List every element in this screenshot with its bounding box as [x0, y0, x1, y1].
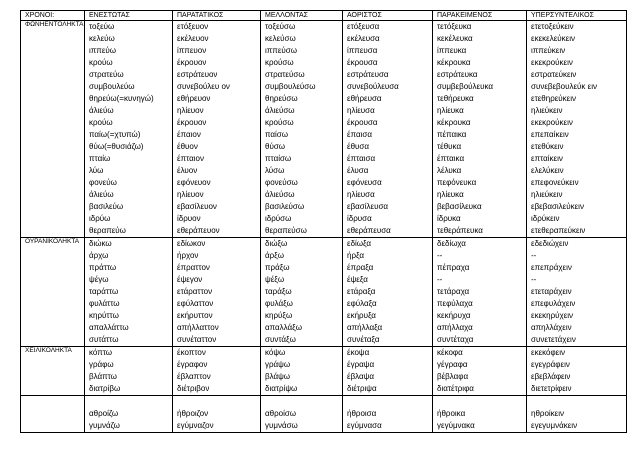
verb-form: άρχω [89, 251, 109, 260]
verb-form: εκήρυττον [177, 311, 213, 320]
verb-form: κηρύξω [265, 311, 293, 320]
verb-form: ηλίευον [177, 190, 204, 199]
verb-form: ηλίευκα [437, 106, 464, 115]
verb-form: άλιεύω [89, 190, 114, 199]
future-cell [261, 396, 343, 433]
verb-form: έθυον [177, 142, 198, 151]
verb-form: έγραψα [347, 360, 375, 369]
verb-form: γεγύμνακα [437, 421, 475, 430]
verb-form-list [531, 21, 626, 237]
verb-form: ταράττω [89, 287, 119, 296]
verb-form: έβλαψα [347, 372, 374, 381]
verb-form: εγεγράφειν [531, 360, 570, 369]
present-cell [85, 347, 173, 396]
verb-form-list [89, 21, 172, 237]
perfect-cell [433, 396, 527, 433]
verb-form: εδίωξα [347, 239, 372, 248]
verb-form [437, 396, 526, 408]
verb-form: έθυσα [347, 142, 369, 151]
verb-form: ετεταράχειν [531, 287, 572, 296]
column-header-pluperfect: ΥΠΕΡΣΥΝΤΕΛΙΚΟΣ [527, 11, 627, 21]
verb-form: ιδρύω [89, 214, 111, 223]
verb-form: βλάψω [265, 372, 291, 381]
verb-form: τεθήρευκα [437, 94, 474, 103]
aorist-cell [343, 21, 433, 238]
column-header-perfect: ΠΑΡΑΚΕΙΜΕΝΟΣ [433, 11, 527, 21]
imperfect-cell [173, 347, 261, 396]
verb-form: διώκω [89, 239, 112, 248]
verb-form: βασιλεύσω [265, 202, 305, 211]
verb-form: τετάραχα [437, 287, 470, 296]
verb-form: συμβεβούλευκα [437, 82, 493, 91]
verb-form: συνέταξα [347, 335, 380, 344]
verb-form: θύσω [265, 142, 286, 151]
verb-form: έκρουσα [347, 118, 378, 127]
verb-form: εκέλευσα [347, 34, 380, 43]
verb-form: ετόξευσα [347, 22, 380, 31]
verb-form-list [437, 21, 526, 237]
verb-form: φυλάττω [89, 299, 120, 308]
verb-form-list [265, 238, 342, 346]
group-label: ΦΩΝΗΕΝΤΟΛΗΚΤΑ [21, 21, 85, 238]
verb-form: επεφυλάχειν [531, 299, 576, 308]
verb-form: απηλλάχειν [531, 323, 572, 332]
verb-form: συντέταχα [437, 335, 474, 344]
verb-form: ίδρυκα [437, 214, 461, 223]
verb-form: πράξω [265, 263, 290, 272]
present-cell [85, 396, 173, 433]
verb-form-list [531, 396, 626, 432]
verb-form: έκρουον [177, 118, 207, 127]
verb-form: ήθροιζον [177, 409, 209, 418]
verb-form-list [265, 396, 342, 432]
verb-form: -- [531, 251, 537, 260]
verb-form: βλάπτω [89, 372, 117, 381]
verb-form: ηλίευσα [347, 106, 375, 115]
verb-form: έπαισα [347, 130, 372, 139]
future-cell [261, 21, 343, 238]
verb-form: συμβουλεύσω [265, 82, 316, 91]
verb-form-list [177, 347, 260, 395]
verb-form: φονεύσω [265, 178, 298, 187]
verb-form: αθροίσω [265, 409, 297, 418]
aorist-cell [343, 396, 433, 433]
verb-form: -- [531, 275, 537, 284]
verb-form: απήλλαξα [347, 323, 383, 332]
verb-form: ετετοξεύκειν [531, 22, 574, 31]
verb-form: αθροίζω [89, 409, 119, 418]
verb-form: ίππευσα [347, 46, 378, 55]
verb-form: θηρεύσω [265, 94, 298, 103]
verb-form: διατρίψω [265, 384, 298, 393]
verb-form: εστράτευσα [347, 70, 389, 79]
verb-form: κέκοφα [437, 348, 463, 357]
verb-form: ιππεύκειν [531, 46, 566, 55]
verb-form: στρατεύσω [265, 70, 305, 79]
verb-form: διετετρίφειν [531, 384, 572, 393]
verb-form: εκεκόφειν [531, 348, 566, 357]
verb-form: εβασίλευον [177, 202, 217, 211]
verb-form: κέκρουκα [437, 58, 471, 67]
pluperfect-cell [527, 347, 627, 396]
verb-form [177, 396, 260, 408]
verb-form: ηλιεύκειν [531, 106, 563, 115]
column-header-future: ΜΕΛΛΟΝΤΑΣ [261, 11, 343, 21]
verb-form-list [265, 21, 342, 237]
verb-form: εφύλαττον [177, 299, 214, 308]
verb-form: συνετετάχειν [531, 335, 576, 344]
verb-form: κρούω [89, 118, 113, 127]
verb-form: ηλίευκα [437, 190, 464, 199]
verb-form: θηρεύω(=κυνηγώ) [89, 94, 154, 103]
verb-form: πταίσω [265, 154, 292, 163]
pluperfect-cell [527, 21, 627, 238]
verb-form: άλιεύσω [265, 190, 295, 199]
verb-form: βεβασίλευκα [437, 202, 482, 211]
verb-form: -- [437, 251, 443, 260]
verb-form: εκεκηρύχειν [531, 311, 574, 320]
pluperfect-cell [527, 396, 627, 433]
imperfect-cell [173, 396, 261, 433]
verb-form: έλυσα [347, 166, 369, 175]
verb-form: βέβλαφα [437, 372, 469, 381]
verb-form: ήρξα [347, 251, 364, 260]
verb-form: έπταικα [437, 154, 465, 163]
perfect-cell [433, 238, 527, 347]
verb-form: εβεβασιλεύκειν [531, 202, 584, 211]
verb-form: κρούω [89, 58, 113, 67]
verb-form: άλιεύω [89, 106, 114, 115]
verb-form: ετεθεραπεύκειν [531, 226, 586, 235]
verb-form: λύσω [265, 166, 285, 175]
verb-form: επεπαίκειν [531, 130, 569, 139]
verb-form-list [177, 238, 260, 346]
perfect-cell [433, 21, 527, 238]
verb-form-list [177, 21, 260, 237]
verb-form: εφόνευσα [347, 178, 382, 187]
verb-form: εκεκελεύκειν [531, 34, 575, 43]
future-cell [261, 347, 343, 396]
verb-form: απαλλάττω [89, 323, 129, 332]
verb-form: ελελύκειν [531, 166, 564, 175]
verb-form: θύω(=θυσιάζω) [89, 142, 144, 151]
verb-form [347, 396, 432, 408]
verb-form: εβεβλάφειν [531, 372, 571, 381]
verb-form: -- [437, 275, 443, 284]
verb-form: συντάξω [265, 335, 296, 344]
verb-form: κελεύω [89, 34, 115, 43]
verb-form: τέθυκα [437, 142, 462, 151]
verb-form: έψεξα [347, 275, 368, 284]
verb-form: έγραφον [177, 360, 208, 369]
verb-form: εγεγυμνάκειν [531, 421, 578, 430]
verb-form: ετάραξα [347, 287, 376, 296]
pluperfect-cell [527, 238, 627, 347]
verb-form: κεκέλευκα [437, 34, 473, 43]
verb-form: ψέξω [265, 275, 285, 284]
verb-form: γυμνάζω [89, 421, 120, 430]
column-header-imperfect: ΠΑΡΑΤΑΤΙΚΟΣ [173, 11, 261, 21]
verb-form: ήθροισα [347, 409, 377, 418]
group-row [21, 396, 627, 433]
verb-form-list [347, 21, 432, 237]
verb-form: ιππεύσω [265, 46, 297, 55]
verb-form: εφύλαξα [347, 299, 377, 308]
verb-form: ήρχον [177, 251, 199, 260]
verb-form: συτάττω [89, 335, 119, 344]
perfect-cell [433, 347, 527, 396]
verb-form: φυλάξω [265, 299, 293, 308]
verb-form: έπραττον [177, 263, 210, 272]
verb-form: έβλαπτον [177, 372, 211, 381]
verb-form: κέκρουκα [437, 118, 471, 127]
verb-form: ετεθηρεύκειν [531, 94, 577, 103]
aorist-cell [343, 347, 433, 396]
verb-form: ετεθύκειν [531, 142, 564, 151]
verb-form: τοξεύω [89, 22, 115, 31]
verb-form: λέλυκα [437, 166, 462, 175]
verb-form-list [437, 347, 526, 395]
verb-form: γέγραφα [437, 360, 468, 369]
verb-form: έπαιον [177, 130, 201, 139]
header-row [21, 11, 627, 21]
aorist-cell [343, 238, 433, 347]
verb-form: έλυον [177, 166, 198, 175]
verb-form: έπταισα [347, 154, 376, 163]
verb-form: εδεδιώχειν [531, 239, 569, 248]
verb-form: συνεβεβουλεύκ ειν [531, 82, 597, 91]
future-cell [261, 238, 343, 347]
verb-form: εκήρυξα [347, 311, 376, 320]
verb-form: επταίκειν [531, 154, 563, 163]
verb-form-list [531, 347, 626, 395]
verb-form: κρούσω [265, 58, 294, 67]
verb-form-list [89, 238, 172, 346]
verb-form: θεραπεύσω [265, 226, 307, 235]
verb-form: πεφόνευκα [437, 178, 477, 187]
verb-form: ηλίευον [177, 106, 204, 115]
verb-form: απήλλαττον [177, 323, 219, 332]
verb-form: τετόξευκα [437, 22, 472, 31]
verb-form: διατέτριφα [437, 384, 474, 393]
group-label [21, 396, 85, 433]
group-row [21, 347, 627, 396]
verb-form: γράψω [265, 360, 291, 369]
verb-form: εκέλευον [177, 34, 209, 43]
imperfect-cell [173, 238, 261, 347]
verb-form: ψέγω [89, 275, 109, 284]
group-label: ΟΥΡΑΝΙΚΟΛΗΚΤΑ [21, 238, 85, 347]
verb-form: δεδίωχα [437, 239, 466, 248]
verb-form: παίσω [265, 130, 288, 139]
group-label: ΧΕΙΛΙΚΟΛΗΚΤΑ [21, 347, 85, 396]
verb-form [89, 396, 172, 408]
verb-form: τοξεύσω [265, 22, 296, 31]
verb-form: άλιεύσω [265, 106, 295, 115]
verb-form: κεκήρυχα [437, 311, 471, 320]
verb-form-list [437, 238, 526, 346]
verb-form: ταράξω [265, 287, 292, 296]
verb-form: εβασίλευσα [347, 202, 389, 211]
verb-form-list [265, 347, 342, 395]
verb-form: έπταιον [177, 154, 204, 163]
verb-form: τεθεράπευκα [437, 226, 483, 235]
verb-form-list [347, 347, 432, 395]
verb-form: εθεράπευσα [347, 226, 391, 235]
verb-form: λύω [89, 166, 104, 175]
verb-form: ετάραττον [177, 287, 213, 296]
verb-form: διώξω [265, 239, 288, 248]
verb-form: εστρατεύκειν [531, 70, 577, 79]
verb-form: διέτριψα [347, 384, 377, 393]
imperfect-cell [173, 21, 261, 238]
verb-form: εγύμνασα [347, 421, 382, 430]
verb-form: κηρύττω [89, 311, 119, 320]
verb-form: βασιλεύω [89, 202, 124, 211]
verb-form: διέτριβον [177, 384, 210, 393]
verb-form: ιππεύω [89, 46, 117, 55]
verb-form: διατρίβω [89, 384, 121, 393]
verb-form: απήλλαχα [437, 323, 473, 332]
verb-form: κρούσω [265, 118, 294, 127]
verb-form: πταίω [89, 154, 111, 163]
verb-form: ηλιεύκειν [531, 190, 563, 199]
verb-form: συνεβούλευ ον [177, 82, 230, 91]
present-cell [85, 238, 173, 347]
verb-form-list [531, 238, 626, 346]
verb-form: εκεκρούκειν [531, 58, 573, 67]
verb-form: συμβουλεύω [89, 82, 135, 91]
verb-form: απαλλάξω [265, 323, 302, 332]
column-header-present: ΕΝΕΣΤΩΤΑΣ [85, 11, 173, 21]
verb-form: ίδρυσα [347, 214, 372, 223]
verb-form: έψεγον [177, 275, 203, 284]
verb-form: πεφύλαχα [437, 299, 473, 308]
verb-form: επεφονεύκειν [531, 178, 579, 187]
table-body [21, 21, 627, 433]
verb-form: έκρουον [177, 58, 207, 67]
verb-tense-table [20, 10, 627, 433]
verb-form: εστράτευκα [437, 70, 478, 79]
verb-form: εθήρευσα [347, 94, 382, 103]
verb-form: έπραξα [347, 263, 374, 272]
verb-form: γυμνάσω [265, 421, 298, 430]
column-header-aorist: ΑΟΡΙΣΤΟΣ [343, 11, 433, 21]
present-cell [85, 21, 173, 238]
verb-form: κελεύσω [265, 34, 296, 43]
verb-form: ίππευκα [437, 46, 467, 55]
verb-form: θεραπεύω [89, 226, 126, 235]
verb-form-list [437, 396, 526, 432]
verb-form-list [89, 396, 172, 432]
verb-form: ιδρύκειν [531, 214, 560, 223]
verb-form: γράφω [89, 360, 114, 369]
verb-form [531, 396, 626, 408]
verb-form: εγύμναζον [177, 421, 214, 430]
verb-form: ετόξευον [177, 22, 209, 31]
verb-form: ίππευον [177, 46, 207, 55]
verb-form-list [89, 347, 172, 395]
verb-form: φονεύω [89, 178, 117, 187]
verb-form: ήθροικα [437, 409, 466, 418]
verb-form: εκεκρούκειν [531, 118, 573, 127]
verb-form: πράττω [89, 263, 117, 272]
verb-form: ίδρυον [177, 214, 201, 223]
verb-form: παίω(=χτυπώ) [89, 130, 141, 139]
verb-form: συνεβούλευσα [347, 82, 399, 91]
verb-form: έκοψα [347, 348, 370, 357]
verb-form: πέπαικα [437, 130, 467, 139]
column-header-tenses: ΧΡΟΝΟΙ: [21, 11, 85, 21]
verb-form: έκρουσα [347, 58, 378, 67]
verb-form: εφόνευον [177, 178, 211, 187]
verb-form: εστράτευον [177, 70, 218, 79]
verb-form: εθήρευον [177, 94, 211, 103]
group-row [21, 238, 627, 347]
verb-form: κόπτω [89, 348, 113, 357]
verb-form-list [347, 238, 432, 346]
verb-form: εδίωκον [177, 239, 206, 248]
verb-form: συνέταττον [177, 335, 217, 344]
verb-form: πέπραχα [437, 263, 470, 272]
verb-form: άρξω [265, 251, 285, 260]
verb-form: ιδρύσω [265, 214, 292, 223]
verb-form: ηθροίκειν [531, 409, 565, 418]
verb-form: κόψω [265, 348, 286, 357]
verb-form: έκοπτον [177, 348, 206, 357]
verb-form: ηλίευσα [347, 190, 375, 199]
verb-form [265, 396, 342, 408]
verb-form: εθεράπευον [177, 226, 220, 235]
group-row [21, 21, 627, 238]
verb-form-list [347, 396, 432, 432]
verb-form-list [177, 396, 260, 432]
verb-form: επεπράχειν [531, 263, 572, 272]
verb-form: στρατεύω [89, 70, 124, 79]
